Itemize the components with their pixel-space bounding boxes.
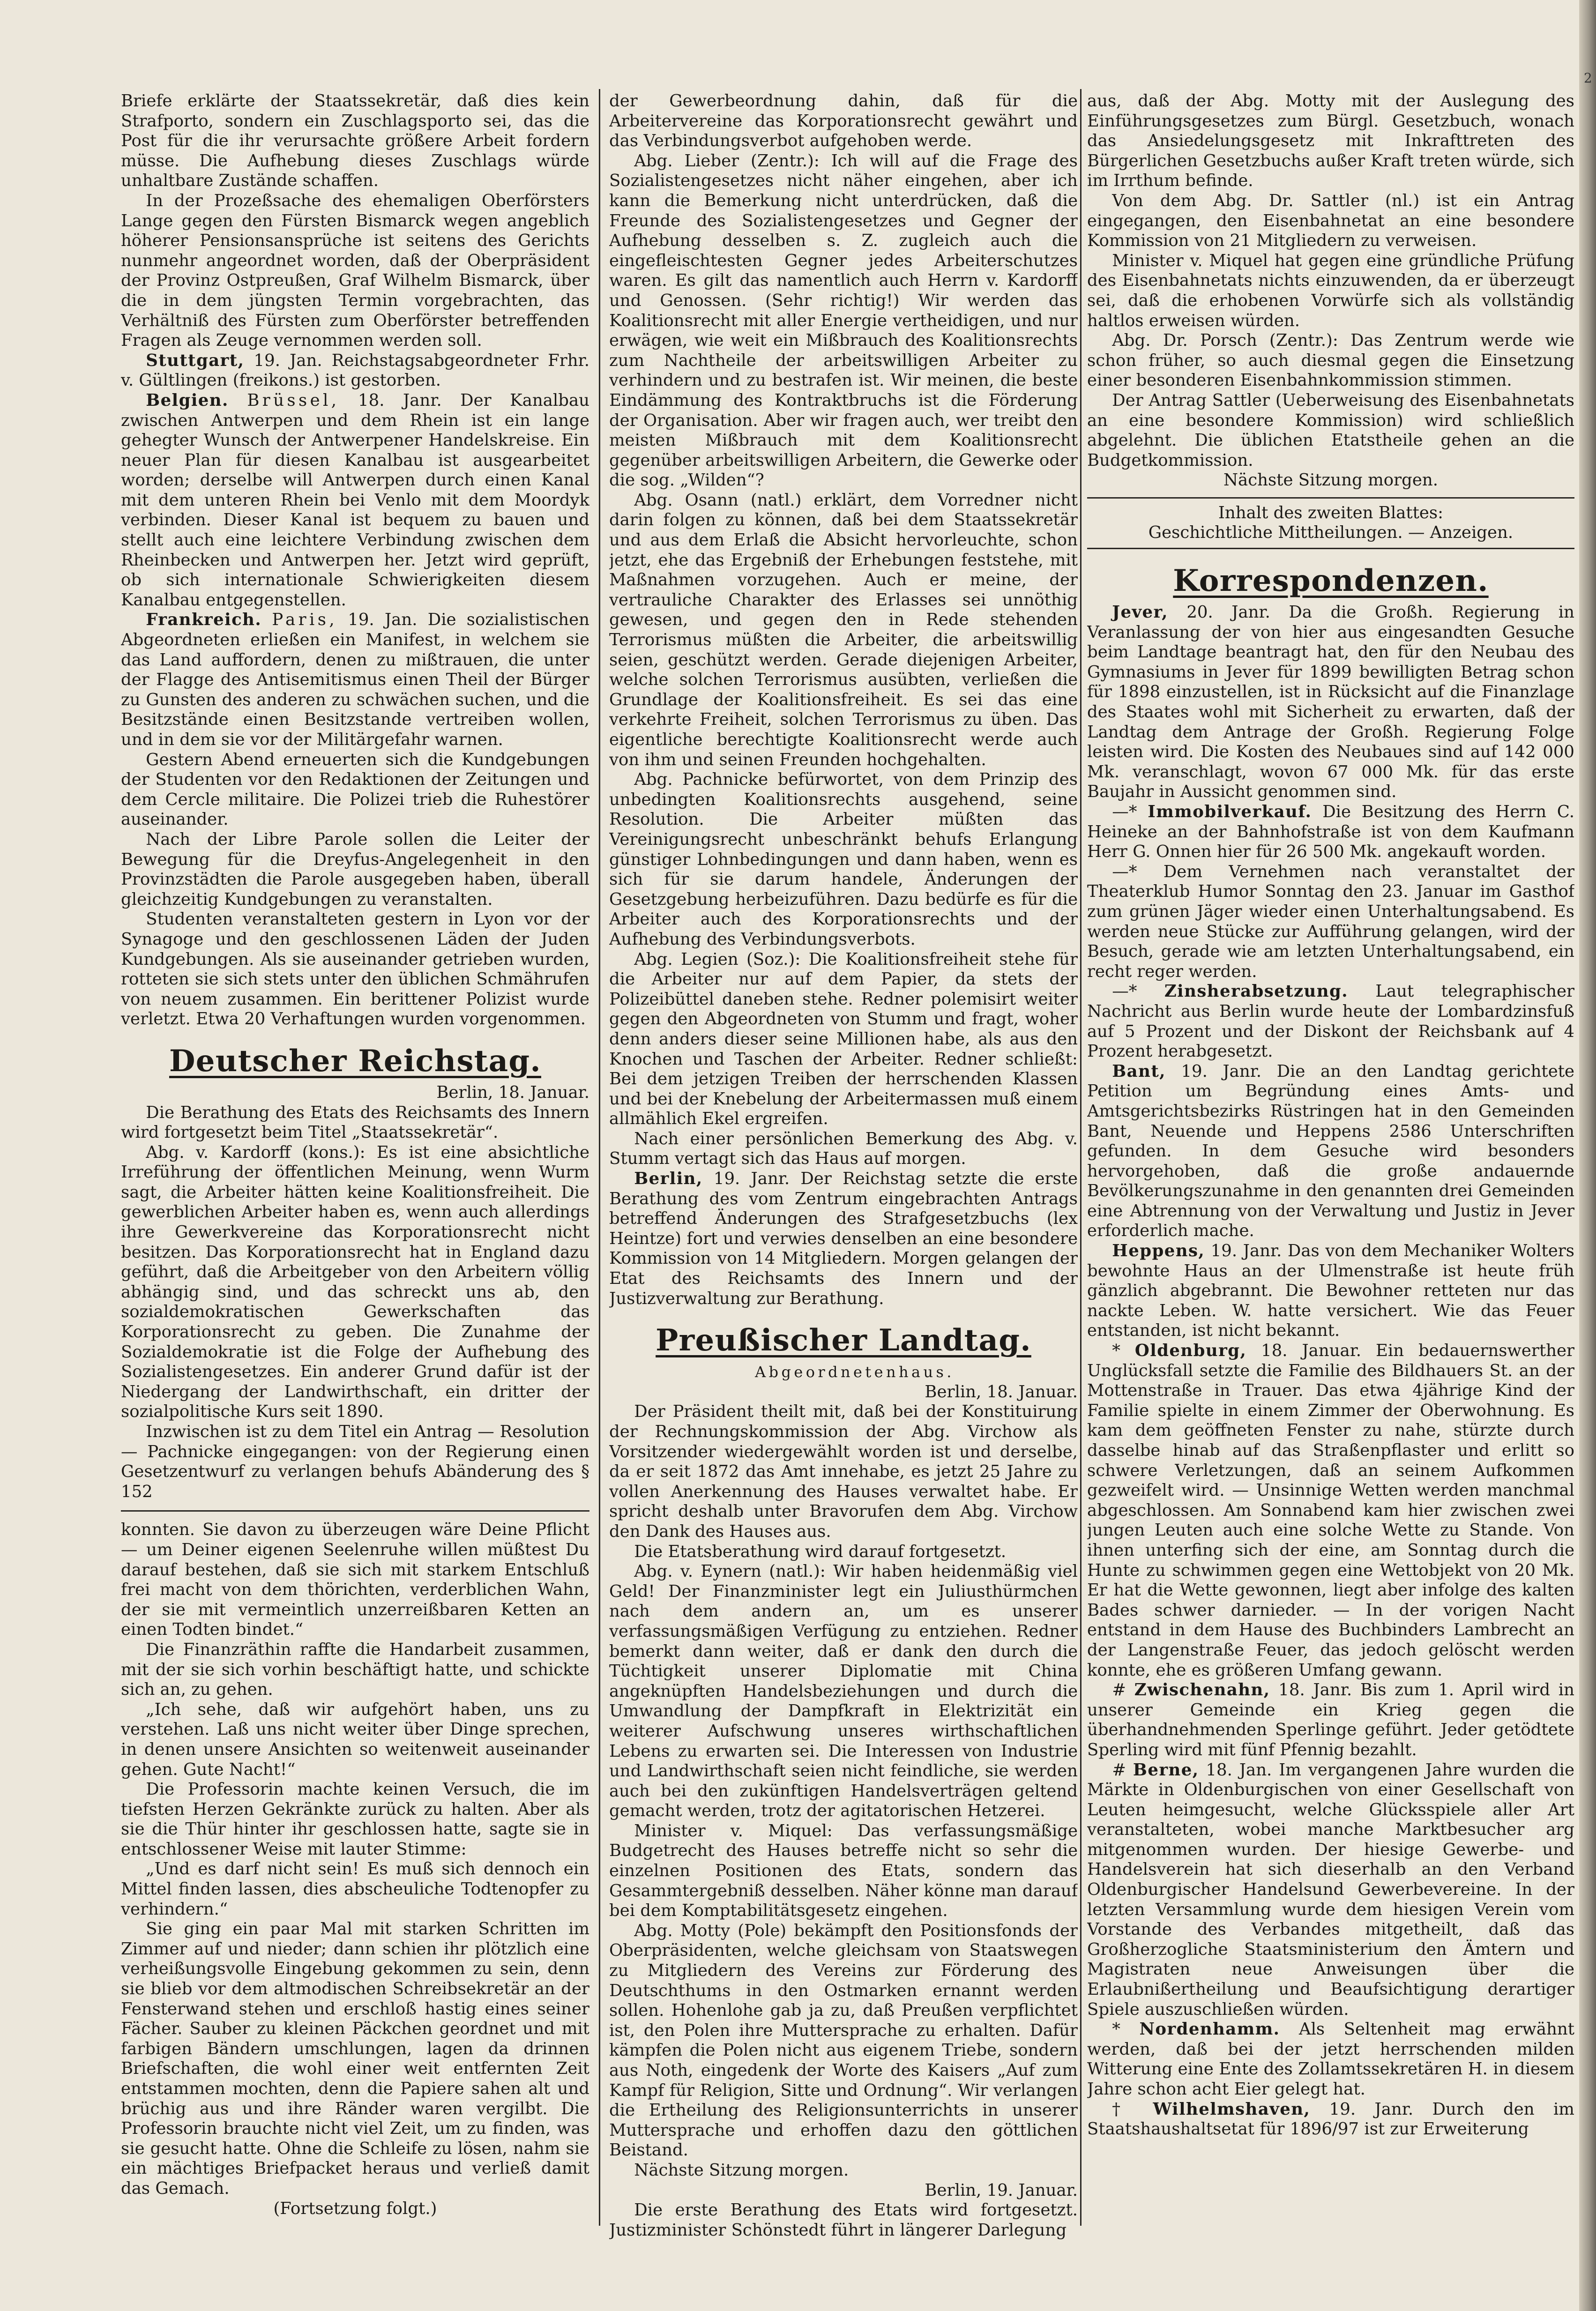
paragraph: Gestern Abend erneuerten sich die Kundgebungen der Studenten vor den Redaktionen der Zeitungen und dem Cercle militaire. Die Polizei trieb die Ruhestörer auseinander. xyxy=(121,750,589,829)
section-rule xyxy=(1087,497,1574,499)
news-text: 18. Januar. Ein bedauernswerther Unglücksfall setzte die Familie des Bildhauers St. an der Mottenstraße in Trauer. Das etwa 4jährige Kind der Familie spielte in einem Zimmer der Oberwohnung. Es kam dem geöffneten Fenster zu nahe, stürzte durch dasselbe hinab auf das Straßenpflaster und erlitt so schwere Verletzungen, daß an seinem Aufkommen gezweifelt wird. — Unsinnige Wetten werden manchmal abgeschlossen. Am Sonnabend kam hier zwischen zwei jungen Leuten auch eine solche Wette zu Stande. Von ihnen unterfing sich der eine, am Sonntag durch die Hunte zu schwimmen gegen eine Wettobjekt von 20 Mk. Er hat die Wette gewonnen, liegt aber infolge des kalten Bades schwer darnieder. — In der vorigen Nacht entstand in dem Hause des Buchbinders Lambrecht an der Langenstraße Feuer, das jedoch gelöscht werden konnte, ehe es größeren Umfang gewann. xyxy=(1087,1341,1574,1680)
news-text: 19. Janr. Die an den Landtag gerichtete Petition um Begründung eines Amts- und Amtsgerichtsbezirks Rüstringen hat in den Gemeinden Bant, Neuende und Heppens 2586 Unterschriften gefunden. In dem Gesuche wird besonders hervorgehoben, daß die große andauernde Bevölkerungszunahme in den genannten drei Gemeinden eine Abtrennung von der Verwaltung und Justiz in Jever erforderlich mache. xyxy=(1087,1061,1574,1241)
paragraph: aus, daß der Abg. Motty mit der Auslegung des Einführungsgesetzes zum Bürgl. Gesetzbuch, wonach das Ansiedelungsgesetz mit Inkrafttreten des Bürgerlichen Gesetzbuchs außer Kraft treten würde, sich im Irrthum befinde. xyxy=(1087,91,1574,191)
paragraph: In der Prozeßsache des ehemaligen Oberförsters Lange gegen den Fürsten Bismarck wegen angeblich höherer Pensionsansprüche ist seitens des Gerichts nunmehr angeordnet worden, daß der Oberpräsident der Provinz Ostpreußen, Graf Wilhelm Bismarck, über die in dem jüngsten Termin vorgebrachten, das Verhältniß des Fürsten zum Oberförster betreffenden Fragen als Zeuge vernommen werden soll. xyxy=(121,191,589,350)
paragraph: Nächste Sitzung morgen. xyxy=(634,2160,849,2180)
paragraph: Abg. v. Kardorff (kons.): Es ist eine absichtliche Irreführung der öffentlichen Meinung, wenn Wurm sagt, die Arbeiter hätten keine Koalitionsfreiheit. Die gewerblichen Arbeiter haben es, wenn auch allerdings ihre Gewerkvereine das Korporationsrecht nicht besitzen. Das Korporationsrecht hat in England dazu geführt, daß die Arbeitgeber von den Arbeitern völlig abhängig sind, und das schreckt uns ab, den sozialdemokratischen Gewerkschaften das Korporationsrecht zu geben. Die Zunahme der Sozialdemokratie ist die Folge der Aufhebung des Sozialistengesetzes. Ein anderer Grund dafür ist der Niedergang der Landwirthschaft, ein dritter der sozialpolitische Kurs seit 1890. xyxy=(121,1142,589,1422)
news-text: Laut telegraphischer Nachricht aus Berlin wurde heute der Lombardzinsfuß auf 5 Prozent und der Diskont der Reichsbank auf 4 Prozent herabgesetzt. xyxy=(1087,982,1574,1061)
paragraph: Abg. Motty (Pole) bekämpft den Positionsfonds der Oberpräsidenten, welche gleichsam von Staatswegen zu Mitgliedern des Vereins zur Förderung des Deutschthums in den Ostmarken ernannt werden sollen. Hohenlohe gab ja zu, daß Preußen verpflichtet ist, den Polen ihre Muttersprache zu erhalten. Dafür kämpfen die Polen nicht aus eigenem Triebe, sondern aus Noth, eingedenk der Worte des Kaisers „Auf zum Kampf für Religion, Sitte und Ordnung“. Wir verlangen die Ertheilung des Religionsunterrichts in unserer Muttersprache und erhoffen dazu den göttlichen Beistand. xyxy=(609,1921,1078,2160)
dateline: Berlin, 18. Januar. xyxy=(925,1382,1078,1402)
paragraph: Der Präsident theilt mit, daß bei der Konstituirung der Rechnungskommission der Abg. Virchow als Vorsitzender wiedergewählt worden ist und derselbe, da er seit 1872 das Amt innehabe, es jetzt 25 Jahre zu vollen Anerkennung des Hauses verwaltet habe. Er spricht deshalb unter Bravorufen dem Abg. Virchow den Dank des Hauses aus. xyxy=(609,1402,1078,1541)
section-rule xyxy=(1087,548,1574,549)
feuilleton-paragraph: Die Finanzräthin raffte die Handarbeit zusammen, mit der sie sich vorhin beschäftigt hatte, und schickte sich an, zu gehen. xyxy=(121,1640,589,1700)
place-name: Wilhelmshaven, xyxy=(1153,2099,1311,2119)
place-name: Heppens, xyxy=(1112,1241,1205,1261)
feuilleton-paragraph: Die Professorin machte keinen Versuch, die im tiefsten Herzen Gekränkte zurück zu halten. Aber als sie die Thür hinter ihr geschlossen hatte, sagte sie in entschlossener Weise mit lauter Stimme: xyxy=(121,1780,589,1859)
news-item: * Oldenburg, 18. Januar. Ein bedauernswerther Unglücksfall setzte die Familie des Bildhauers St. an der Mottenstraße in Trauer. Das etwa 4jährige Kind der Familie spielte in einem Zimmer der Oberwohnung. Es kam dem geöffneten Fenster zu nahe, stürzte durch dasselbe hinab auf das Straßenpflaster und erlitt so schwere Verletzungen, daß an seinem Aufkommen gezweifelt wird. — Unsinnige Wetten werden manchmal abgeschlossen. Am Sonnabend kam hier zwischen zwei jungen Leuten auch eine solche Wette zu Stande. Von ihnen unterfing sich der eine, am Sonntag durch die Hunte zu schwimmen gegen eine Wettobjekt von 20 Mk. Er hat die Wette gewonnen, liegt aber infolge des kalten Bades schwer darnieder. — In der vorigen Nacht entstand in dem Hause des Buchbinders Lambrecht an der Langenstraße Feuer, das jedoch gelöscht werden konnte, ehe es größeren Umfang gewann. xyxy=(1087,1341,1574,1680)
paragraph: Studenten veranstalteten gestern in Lyon vor der Synagoge und den geschlossenen Läden der Juden Kundgebungen. Als sie auseinander getrieben wurden, rotteten sie sich stets unter den üblichen Schmährufen von neuem zusammen. Ein berittener Polizist wurde verletzt. Etwa 20 Verhaftungen wurden vorgenommen. xyxy=(121,909,589,1029)
binding-edge xyxy=(1579,0,1596,2311)
news-item: # Berne, 18. Jan. Im vergangenen Jahre wurden die Märkte in Oldenburgischen von einer Gesellschaft von Leuten heimgesucht, welche Glücksspiele aller Art veranstalteten, wobei manche Marktbesucher arg mitgenommen wurden. Der hiesige Gewerbe- und Handelsverein hat sich dieserhalb an den Verband Oldenburgischer Handelsund Gewerbevereine. In der letzten Versammlung wurde dem hiesigen Verein vom Vorstande des Verbandes mitgetheilt, daß das Großherzogliche Staatsministerium den Ämtern und Magistraten neue Anweisungen über die Erlaubnißertheilung und Beaufsichtigung derartiger Spiele auszuschließen würden. xyxy=(1087,1760,1574,2019)
place-name: Zinsherabsetzung. xyxy=(1164,982,1349,1001)
column-2 xyxy=(609,91,1078,2240)
paragraph: Abg. Lieber (Zentr.): Ich will auf die Frage des Sozialistengesetzes nicht näher eingehen, aber ich kann die Bemerkung nicht unterdrücken, daß die Freunde des Sozialistengesetzes und Gegner der Aufhebung desselben s. Z. zugleich auch die eingefleischtesten Gegner jedes Arbeiterschutzes waren. Es gilt das namentlich auch Herrn v. Kardorff und Genossen. (Sehr richtig!) Wir werden das Koalitionsrecht mit aller Energie vertheidigen, und nur erwägen, wie weit ein Mißbrauch des Koalitionsrechts zum Nachtheile der arbeitswilligen Arbeiter zu verhindern und zu bestrafen ist. Wir meinen, die beste Eindämmung des Kontraktbruchs ist die Förderung der Organisation. Aber wir fragen auch, wer treibt den meisten Mißbrauch mit dem Koalitionsrecht gegenüber arbeitswilligen Arbeitern, die Gewerke oder die sog. „Wilden“? xyxy=(609,151,1078,490)
column-rule xyxy=(599,89,600,2226)
place-name: Berne, xyxy=(1133,1760,1199,1780)
news-item xyxy=(609,1169,1078,1309)
news-item xyxy=(121,391,589,611)
news-item: —* Zinsherabsetzung. Laut telegraphischer Nachricht aus Berlin wurde heute der Lombardzinsfuß auf 5 Prozent und der Diskont der Reichsbank auf 4 Prozent herabgesetzt. xyxy=(1087,982,1574,1061)
place-name: Berlin, xyxy=(634,1169,703,1189)
place-name: Jever, xyxy=(1112,603,1168,622)
place-name: Nordenhamm. xyxy=(1139,2020,1280,2039)
news-text: 19. Jan. Die sozialistischen Abgeordneten erließen ein Manifest, in welchem sie das Land auffordern, denen zu mißtrauen, die unter der Flagge des Antisemitismus einen Theil der Bürger zu Gunsten des anderen zu schwächen suchen, und die Besitzstände einen Besitzstande vertreiben wollen, und in dem sie vor der Militärgefahr warnen. xyxy=(121,610,589,749)
news-text: 18. Janr. Der Kanalbau zwischen Antwerpen und dem Rhein ist ein lange gehegter Wunsch der Antwerpener Handelskreise. Ein neuer Plan für diesen Kanalbau ist ausgearbeitet worden; derselbe will Antwerpen durch einen Kanal mit dem unteren Rhein bei Venlo mit dem Moordyk verbinden. Dieser Kanal ist bequem zu bauen und stellt auch eine leichtere Verbindung zwischen dem Rheinbecken und Antwerpen her. Jetzt wird geprüft, ob sich internationale Schwierigkeiten diesem Kanalbau entgegenstellen. xyxy=(121,390,589,610)
paragraph: Inzwischen ist zu dem Titel ein Antrag — Resolution — Pachnicke eingegangen: von der Regierung einen Gesetzentwurf zu verlangen behufs Abänderung des § 152 xyxy=(121,1422,589,1501)
section-heading-korrespondenzen: Korrespondenzen. xyxy=(1173,563,1489,599)
news-text: Dem Vernehmen nach veranstaltet der Theaterklub Humor Sonntag den 23. Januar im Gasthof zum grünen Jäger wieder einen Unterhaltungsabend. Es werden neue Stücke zur Aufführung gelangen, wird der Besuch, gerade wie am letzten Unterhaltungsabend, ein recht reger werden. xyxy=(1087,862,1574,981)
news-text: Die Besitzung des Herrn C. Heineke an der Bahnhofstraße ist von dem Kaufmann Herr G. Onnen hier für 26 500 Mk. angekauft worden. xyxy=(1087,802,1574,862)
continuation-note: (Fortsetzung folgt.) xyxy=(273,2199,437,2218)
paragraph: Nach der Libre Parole sollen die Leiter der Bewegung für die Dreyfus-Angelegenheit in den Provinzstädten die Parole ausgegeben haben, überall gleichzeitig Kundgebungen zu veranstalten. xyxy=(121,829,589,909)
paragraph: Die Berathung des Etats des Reichsamts des Innern wird fortgesetzt beim Titel „Staatssekretär“. xyxy=(121,1103,589,1142)
place-name: Oldenburg, xyxy=(1134,1341,1247,1361)
paragraph: Die Etatsberathung wird darauf fortgesetzt. xyxy=(634,1542,1007,1561)
place-name: Belgien. xyxy=(146,390,229,410)
news-text: 18. Jan. Im vergangenen Jahre wurden die Märkte in Oldenburgischen von einer Gesellschaft von Leuten heimgesucht, welche Glücksspiele aller Art veranstalteten, wobei manche Marktbesucher arg mitgenommen wurden. Der hiesige Gewerbe- und Handelsverein hat sich dieserhalb an den Verband Oldenburgischer Handelsund Gewerbevereine. In der letzten Versammlung wurde dem hiesigen Verein vom Vorstande des Verbandes mitgetheilt, daß das Großherzogliche Staatsministerium den Ämtern und Magistraten neue Anweisungen über die Erlaubnißertheilung und Beaufsichtigung derartiger Spiele auszuschließen würden. xyxy=(1087,1760,1574,2019)
feuilleton-paragraph: „Und es darf nicht sein! Es muß sich dennoch ein Mittel finden lassen, dies abscheuliche Todtenopfer zu verhindern.“ xyxy=(121,1859,589,1919)
place-name: Stuttgart, xyxy=(146,350,245,370)
subheading: Abgeordnetenhaus. xyxy=(755,1363,955,1381)
city-name: Paris, xyxy=(272,610,337,630)
section-heading-reichstag: Deutscher Reichstag. xyxy=(169,1043,541,1079)
news-text: 19. Janr. Das von dem Mechaniker Wolters bewohnte Haus an der Ulmenstraße ist heute früh gänzlich abgebrannt. Die Bewohner retteten nur das nackte Leben. W. hatte versichert. Wie das Feuer entstanden, ist nicht bekannt. xyxy=(1087,1241,1574,1341)
news-item xyxy=(121,610,589,750)
paragraph: der Gewerbeordnung dahin, daß für die Arbeitervereine das Korporationsrecht gewährt und das Verbindungsverbot aufgehoben werde. xyxy=(609,91,1078,151)
news-item xyxy=(1087,1062,1574,1241)
paragraph: Die erste Berathung des Etats wird fortgesetzt. Justizminister Schönstedt führt in längerer Darlegung xyxy=(609,2200,1078,2240)
paragraph: Abg. Dr. Porsch (Zentr.): Das Zentrum werde wie schon früher, so auch diesmal gegen die Einsetzung einer besonderen Eisenbahnkommission stimmen. xyxy=(1087,331,1574,390)
paragraph: Abg. Osann (natl.) erklärt, dem Vorredner nicht darin folgen zu können, daß bei dem Staatssekretär und aus dem Erlaß die Absicht hervorleuchte, schon jetzt, ehe das Ergebniß der Erhebungen feststehe, mit Maßnahmen vorzugehen. Auch er meine, der vertrauliche Charakter des Erlasses sei unnöthig gewesen, und gegen den in Rede stehenden Terrorismus müßten die Arbeiter, die arbeitswillig seien, geschützt werden. Gerade diejenigen Arbeiter, welche solchen Terrorismus ausübten, verließen die Grundlage der Koalitionsfreiheit. Es sei das eine verkehrte Freiheit, solchen Terrorismus zu üben. Das eigentliche berechtigte Koalitionsrecht werde auch von ihm und seinen Freunden hochgehalten. xyxy=(609,490,1078,769)
news-item xyxy=(121,351,589,391)
news-text: 19. Janr. Durch den im Staatshaushaltsetat für 1896/97 ist zur Erweiterung xyxy=(1087,2099,1574,2139)
place-name: Bant, xyxy=(1112,1061,1166,1081)
news-item: —* Dem Vernehmen nach veranstaltet der Theaterklub Humor Sonntag den 23. Januar im Gasthof zum grünen Jäger wieder einen Unterhaltungsabend. Es werden neue Stücke zur Aufführung gelangen, wird der Besuch, gerade wie am letzten Unterhaltungsabend, ein recht reger werden. xyxy=(1087,862,1574,981)
paragraph: Abg. Pachnicke befürwortet, von dem Prinzip des unbedingten Koalitionsrechts ausgehend, seine Resolution. Die Arbeiter müßten das Vereinigungsrecht unbeschränkt behufs Erlangung günstiger Lohnbedingungen und dann haben, wenn es sich für sie darum handele, Änderungen der Gesetzgebung herbeizuführen. Dazu bedürfe es für die Arbeiter auch des Korporationsrechts und der Aufhebung des Verbindungsverbots. xyxy=(609,770,1078,949)
column-1 xyxy=(121,91,589,2219)
news-text: 19. Jan. Reichstagsabgeordneter Frhr. v. Gültlingen (freikons.) ist gestorben. xyxy=(121,350,589,390)
feuilleton-rule xyxy=(121,1510,589,1512)
paragraph: Nächste Sitzung morgen. xyxy=(1223,470,1439,490)
feuilleton-paragraph: Sie ging ein paar Mal mit starken Schritten im Zimmer auf und nieder; dann schien ihr plötzlich eine verheißungsvolle Eingebung gekommen zu sein, denn sie blieb vor dem altmodischen Schreibsekretär an der Fensterwand stehen und erschloß hastig eines seiner Fächer. Sauber zu kleinen Päckchen geordnet und mit farbigen Bändern umschlungen, lagen da drinnen Briefschaften, die wohl einer weit entfernten Zeit entstammen mochten, denn die Papiere sahen alt und brüchig aus und ihre Ränder waren vergilbt. Die Professorin brauchte nicht viel Zeit, um zu finden, was sie gesucht hatte. Ohne die Schleife zu lösen, nahm sie ein mächtiges Briefpacket heraus und verließ damit das Gemach. xyxy=(121,1919,589,2198)
news-text: 18. Janr. Bis zum 1. April wird in unserer Gemeinde ein Krieg gegen die überhandnehmenden Sperlinge geführt. Jeder getödtete Sperling wird mit fünf Pfennig bezahlt. xyxy=(1087,1680,1574,1759)
paragraph: Minister v. Miquel: Das verfassungsmäßige Budgetrecht des Hauses betreffe nicht so sehr die einzelnen Positionen des Etats, sondern das Gesammtergebniß desselben. Näher könne man darauf bei dem Komptabilitätsgesetz eingehen. xyxy=(609,1821,1078,1921)
paragraph: Briefe erklärte der Staatssekretär, daß dies kein Strafporto, sondern ein Zuschlagsporto sei, das die Post für die ihr verursachte größere Arbeit fordern müsse. Die Aufhebung dieses Zuschlags würde unhaltbare Zustände schaffen. xyxy=(121,91,589,191)
news-item xyxy=(1087,603,1574,802)
page-number: 2 xyxy=(1584,70,1592,86)
news-text: Als Seltenheit mag erwähnt werden, daß bei der jetzt herrschenden milden Witterung eine Ente des Zollamtssekretären H. in diesem Jahre schon acht Eier gelegt hat. xyxy=(1087,2020,1574,2099)
feuilleton-paragraph: „Ich sehe, daß wir aufgehört haben, uns zu verstehen. Laß uns nicht weiter über Dinge sprechen, in denen unsere Ansichten so weitenweit auseinander gehen. Gute Nacht!“ xyxy=(121,1700,589,1779)
contents-title: Inhalt des zweiten Blattes: xyxy=(1218,503,1444,522)
news-text: 19. Janr. Der Reichstag setzte die erste Berathung des vom Zentrum eingebrachten Antrags betreffend Änderungen des Strafgesetzbuchs (lex Heintze) fort und verwies denselben an eine besondere Kommission von 14 Mitgliedern. Morgen gelangen der Etat des Reichsamts des Innern und der Justizverwaltung zur Berathung. xyxy=(609,1169,1078,1308)
place-name: Frankreich. xyxy=(146,610,262,630)
news-item: # Zwischenahn, 18. Janr. Bis zum 1. April wird in unserer Gemeinde ein Krieg gegen die überhandnehmenden Sperlinge geführt. Jeder getödtete Sperling wird mit fünf Pfennig bezahlt. xyxy=(1087,1680,1574,1759)
column-rule xyxy=(1080,89,1081,2226)
news-item xyxy=(1087,1241,1574,1341)
section-heading-landtag: Preußischer Landtag. xyxy=(656,1323,1031,1358)
dateline: Berlin, 18. Januar. xyxy=(436,1082,589,1102)
place-name: Immobilverkauf. xyxy=(1148,802,1312,821)
paragraph: Minister v. Miquel hat gegen eine gründliche Prüfung des Eisenbahnetats nichts einzuwenden, da er überzeugt sei, daß die erhobenen Vorwürfe sich als vollständig haltlos erweisen würden. xyxy=(1087,251,1574,330)
feuilleton-paragraph: konnten. Sie davon zu überzeugen wäre Deine Pflicht — um Deiner eigenen Seelenruhe willen müßtest Du darauf bestehen, daß sie sich mit starkem Entschluß frei macht von dem thörichten, verderblichen Wahn, der sie mit vermeintlich unzerreißbaren Ketten an einen Todten bindet.“ xyxy=(121,1520,589,1640)
news-item: —* Immobilverkauf. Die Besitzung des Herrn C. Heineke an der Bahnhofstraße ist von dem Kaufmann Herr G. Onnen hier für 26 500 Mk. angekauft worden. xyxy=(1087,802,1574,862)
column-3 xyxy=(1087,91,1574,2140)
news-text: 20. Janr. Da die Großh. Regierung in Veranlassung der von hier aus eingesandten Gesuche beim Landtage beantragt hat, den für den Neubau des Gymnasiums in Jever für 1899 bewilligten Betrag schon für 1898 einzustellen, ist in Rücksicht auf die Finanzlage des Staates wohl mit Sicherheit zu erwarten, daß der Landtag dem Antrage der Großh. Regierung Folge leisten wird. Die Kosten des Neubaues sind auf 142 000 Mk. veranschlagt, wovon 67 000 Mk. für das erste Baujahr in Aussicht genommen sind. xyxy=(1087,603,1574,802)
news-item: * Nordenhamm. Als Seltenheit mag erwähnt werden, daß bei der jetzt herrschenden milden Witterung eine Ente des Zollamtssekretären H. in diesem Jahre schon acht Eier gelegt hat. xyxy=(1087,2020,1574,2099)
dateline: Berlin, 19. Januar. xyxy=(925,2180,1078,2200)
paragraph: Abg. Legien (Soz.): Die Koalitionsfreiheit stehe für die Arbeiter nur auf dem Papier, da stets der Polizeibüttel daneben stehe. Redner polemisirt weiter gegen den Abgeordneten von Stumm und fragt, woher denn anders dieser seine Millionen habe, als aus den Knochen und Taschen der Arbeiter. Redner schließt: Bei dem jetzigen Treiben der herrschenden Klassen und bei der Knebelung der Arbeitermassen muß einem allmählich Ekel ergreifen. xyxy=(609,949,1078,1129)
contents-list: Geschichtliche Mittheilungen. — Anzeigen. xyxy=(1148,523,1514,543)
city-name: Brüssel, xyxy=(247,390,340,410)
news-item: † Wilhelmshaven, 19. Janr. Durch den im Staatshaushaltsetat für 1896/97 ist zur Erweiterung xyxy=(1087,2099,1574,2139)
paragraph: Abg. v. Eynern (natl.): Wir haben heidenmäßig viel Geld! Der Finanzminister legt ein Juliusthürmchen nach dem andern an, um es unserer verfassungsmäßigen Verfügung zu entziehen. Redner bemerkt dann weiter, daß er dank den durch die Tüchtigkeit unserer Diplomatie mit China angeknüpften Handelsbeziehungen und durch die Umwandlung der Dampfkraft in Elektrizität ein weiterer Aufschwung unseres wirthschaftlichen Lebens zu erwarten sei. Die Interessen von Industrie und Landwirthschaft seien nicht feindliche, sie werden auch bei den zukünftigen Handelsverträgen geltend gemacht werden, trotz der agitatorischen Hetzerei. xyxy=(609,1562,1078,1821)
place-name: Zwischenahn, xyxy=(1134,1680,1270,1700)
paragraph: Der Antrag Sattler (Ueberweisung des Eisenbahnetats an eine besondere Kommission) wird schließlich abgelehnt. Die üblichen Etatstheile gehen an die Budgetkommission. xyxy=(1087,390,1574,470)
paragraph: Nach einer persönlichen Bemerkung des Abg. v. Stumm vertagt sich das Haus auf morgen. xyxy=(609,1129,1078,1169)
paragraph: Von dem Abg. Dr. Sattler (nl.) ist ein Antrag eingegangen, den Eisenbahnetat an eine besondere Kommission von 21 Mitgliedern zu verweisen. xyxy=(1087,191,1574,251)
